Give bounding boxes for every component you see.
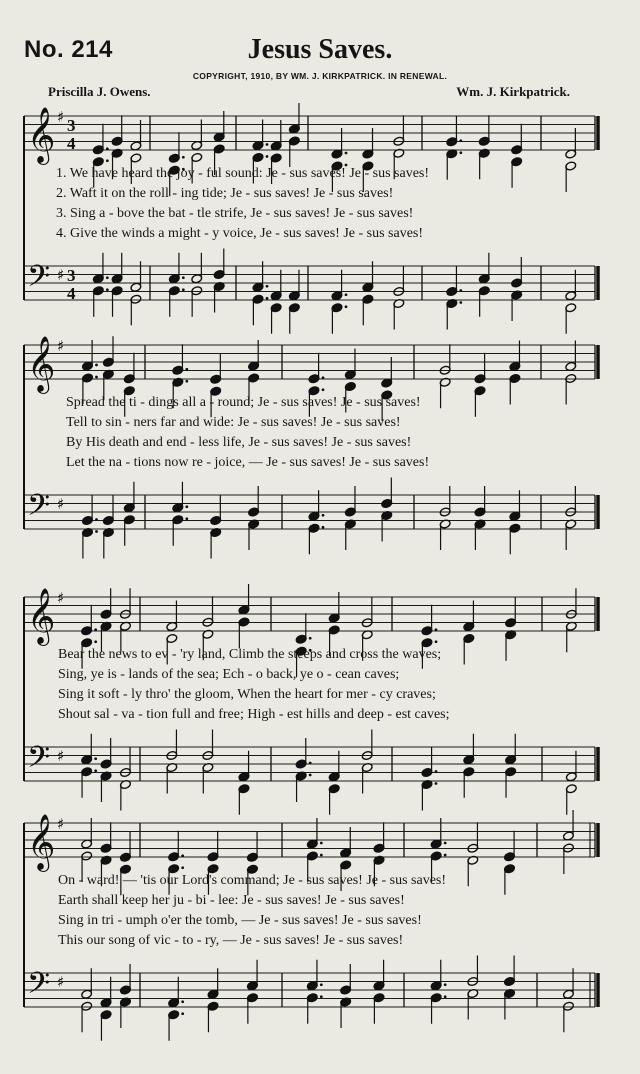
treble-staff <box>24 116 595 150</box>
treble-note <box>563 810 575 841</box>
bass-note <box>252 294 268 325</box>
bass-note <box>511 257 523 288</box>
bass-note <box>130 294 142 325</box>
bass-note <box>563 1001 575 1032</box>
bass-note <box>210 527 222 558</box>
bass-note <box>172 515 188 546</box>
bass-note <box>505 734 517 765</box>
bass-note <box>430 960 446 991</box>
treble-note <box>247 831 259 862</box>
bass-note <box>168 1010 184 1041</box>
bass-note <box>565 519 577 550</box>
bass-staff <box>24 266 595 300</box>
treble-note <box>288 103 300 134</box>
bass-note <box>202 762 214 793</box>
bass-note <box>463 767 475 798</box>
treble-note <box>100 822 112 853</box>
bass-note <box>248 486 260 517</box>
bass-note <box>504 956 516 987</box>
treble-note <box>100 588 112 619</box>
bass-note <box>439 519 451 550</box>
bass-note <box>210 495 222 526</box>
treble-note <box>288 136 300 167</box>
verse-1-lyric: 1. We have heard the joy - ful sound: Je - sus saves! Je - sus saves! <box>56 166 430 181</box>
bass-note <box>504 988 516 1019</box>
verse-2-lyric: 2. Waft it on the roll - ing tide; Je - sus saves! Je - sus saves! <box>56 186 394 201</box>
treble-note <box>373 822 385 853</box>
verse-2-lyric: Earth shall keep her ju - bi - lee: Je - sus saves! Je - sus saves! <box>58 893 405 908</box>
bass-note <box>340 964 352 995</box>
bass-note <box>463 734 475 765</box>
sharp-icon: ♯ <box>57 108 65 126</box>
bass-note <box>467 988 479 1019</box>
bass-note <box>100 738 112 769</box>
bass-note <box>509 523 521 554</box>
treble-note <box>120 831 132 862</box>
bass-clef-icon: 𝄢 <box>27 489 51 530</box>
bass-note <box>191 253 203 284</box>
composer-credit: Wm. J. Kirkpatrick. <box>456 84 570 99</box>
sharp-icon: ♯ <box>57 495 65 513</box>
sharp-icon: ♯ <box>57 815 65 833</box>
sharp-icon: ♯ <box>57 337 65 355</box>
treble-clef-icon: 𝄞 <box>27 336 56 392</box>
bass-note <box>248 519 260 550</box>
verse-4-lyric: Shout sal - va - tion full and free; High - est hills and deep - est caves; <box>58 707 450 722</box>
bass-note <box>123 515 135 546</box>
bass-note <box>478 253 490 284</box>
sharp-icon: ♯ <box>57 747 65 765</box>
bass-note <box>168 286 184 317</box>
time-signature-top: 3 <box>67 116 76 135</box>
treble-note <box>238 584 250 615</box>
time-signature-top: 3 <box>67 266 76 285</box>
bass-note <box>295 771 311 802</box>
hymn-number: No. 214 <box>24 36 113 63</box>
bass-note <box>111 286 123 317</box>
bass-note <box>361 762 373 793</box>
bass-note <box>120 964 132 995</box>
verse-1-lyric: Spread the ti - dings all a - round; Je - sus saves! Je - sus saves! <box>66 395 421 410</box>
treble-note <box>563 843 575 874</box>
treble-note <box>446 116 462 147</box>
bass-note <box>102 495 114 526</box>
bass-note <box>102 527 114 558</box>
bass-note <box>81 734 97 765</box>
verse-2-lyric: Sing, ye is - lands of the sea; Ech - o back, ye o - cean caves; <box>58 667 400 682</box>
bass-note <box>344 519 356 550</box>
bass-note <box>362 294 374 325</box>
treble-staff <box>24 823 595 857</box>
treble-note <box>361 597 373 628</box>
bass-note <box>505 767 517 798</box>
treble-note <box>207 831 219 862</box>
bass-note <box>478 286 490 317</box>
bass-note <box>344 486 356 517</box>
copyright-notice: COPYRIGHT, 1910, BY WM. J. KIRKPATRICK. IN RENEWAL. <box>192 71 448 81</box>
bass-note <box>430 993 446 1024</box>
treble-clef-icon: 𝄞 <box>27 107 56 163</box>
bass-note <box>166 762 178 793</box>
verse-2-lyric: Tell to sin - ners far and wide: Je - sus saves! Je - sus saves! <box>66 415 401 430</box>
bass-note <box>81 767 97 798</box>
bass-note <box>92 253 108 284</box>
treble-note <box>168 132 184 163</box>
bass-note <box>247 960 259 991</box>
verse-4-lyric: This our song of vic - to - ry, — Je - sus saves! Je - sus saves! <box>58 933 404 948</box>
treble-note <box>120 588 132 619</box>
bass-note <box>306 960 322 991</box>
treble-note <box>565 588 577 619</box>
time-signature-bottom: 4 <box>67 134 76 153</box>
bass-note <box>81 1001 93 1032</box>
bass-note <box>474 486 486 517</box>
bass-note <box>123 482 135 513</box>
bass-note <box>100 771 112 802</box>
bass-note <box>213 249 225 280</box>
sharp-icon: ♯ <box>57 973 65 991</box>
hymn-header <box>0 0 640 110</box>
bass-note <box>381 510 393 541</box>
bass-note <box>340 997 352 1028</box>
bass-note <box>92 286 108 317</box>
verse-3-lyric: Sing in tri - umph o'er the tomb, — Je - sus saves! Je - sus saves! <box>58 913 422 928</box>
bass-note <box>247 993 259 1024</box>
bass-note <box>373 960 385 991</box>
bass-note <box>213 281 225 312</box>
verse-4-lyric: 4. Give the winds a might - y voice, Je - sus saves! Je - sus saves! <box>56 226 424 241</box>
bass-note <box>168 253 184 284</box>
verse-4-lyric: Let the na - tions now re - joice, — Je - sus saves! Je - sus saves! <box>66 455 430 470</box>
bass-note <box>100 1010 112 1041</box>
bass-clef-icon: 𝄢 <box>27 260 51 301</box>
treble-note <box>511 124 523 155</box>
bass-note <box>511 290 523 321</box>
treble-note <box>295 613 311 644</box>
sharp-icon: ♯ <box>57 266 65 284</box>
bass-note <box>82 527 98 558</box>
treble-note <box>474 353 486 384</box>
bass-note <box>120 997 132 1028</box>
bass-clef-icon: 𝄢 <box>27 967 51 1008</box>
bass-note <box>111 253 123 284</box>
treble-note <box>123 353 135 384</box>
hymn-title: Jesus Saves. <box>247 34 393 65</box>
time-signature-bottom: 4 <box>67 284 76 303</box>
verse-1-lyric: On - ward! — 'tis our Lord's command; Je - sus saves! Je - sus saves! <box>58 873 447 888</box>
verse-3-lyric: Sing it soft - ly thro' the gloom, When the heart for mer - cy craves; <box>58 687 436 702</box>
bass-note <box>308 523 324 554</box>
treble-note <box>210 353 222 384</box>
bass-note <box>207 1001 219 1032</box>
bass-note <box>306 993 322 1024</box>
bass-note <box>172 482 188 513</box>
treble-note <box>504 831 516 862</box>
sharp-icon: ♯ <box>57 589 65 607</box>
verse-3-lyric: By His death and end - less life, Je - sus saves! Je - sus saves! <box>66 435 412 450</box>
bass-note <box>381 478 393 509</box>
verse-3-lyric: 3. Sing a - bove the bat - tle strife, Je - sus saves! Je - sus saves! <box>56 206 414 221</box>
treble-note <box>111 115 123 146</box>
bass-note <box>474 519 486 550</box>
treble-note <box>478 115 490 146</box>
treble-note <box>102 336 114 367</box>
treble-clef-icon: 𝄞 <box>27 814 56 870</box>
bass-clef-icon: 𝄢 <box>27 741 51 782</box>
bass-note <box>191 286 203 317</box>
treble-clef-icon: 𝄞 <box>27 588 56 644</box>
bass-note <box>373 993 385 1024</box>
treble-note <box>238 617 250 648</box>
verse-1-lyric: Bear the news to ev - 'ry land, Climb the steeps and cross the waves; <box>58 647 442 662</box>
lyricist-credit: Priscilla J. Owens. <box>48 84 151 99</box>
treble-note <box>505 597 517 628</box>
